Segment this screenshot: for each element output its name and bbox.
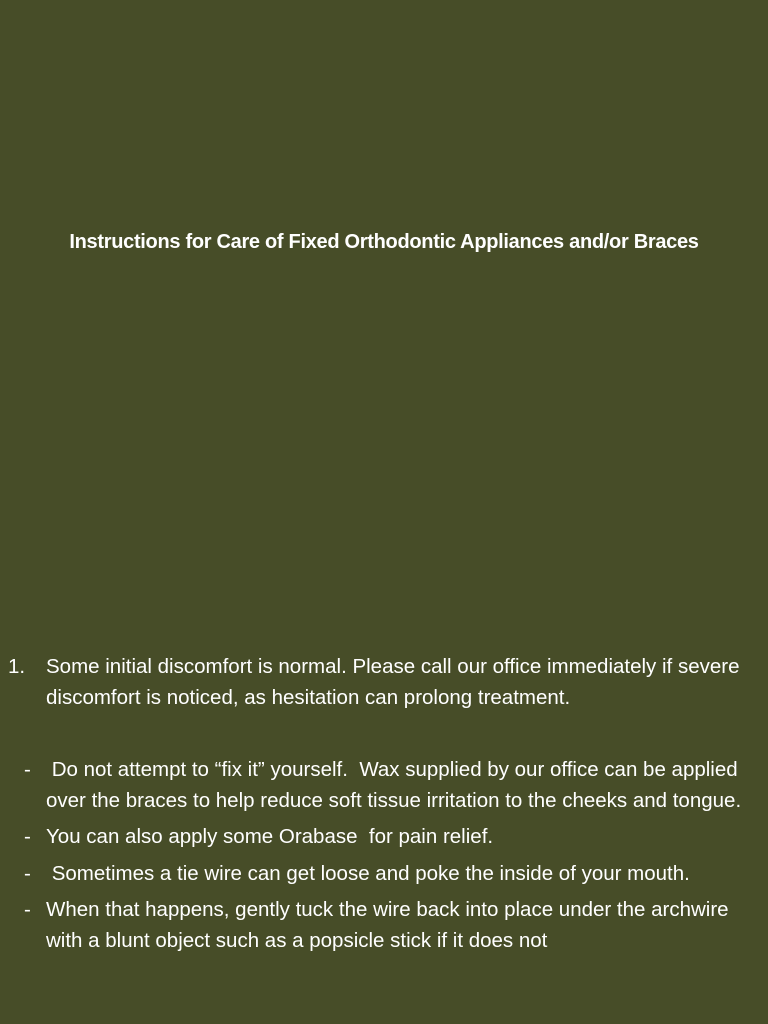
bullet-dash: - xyxy=(24,861,31,885)
bullet-text: You can also apply some Orabase for pain relief. xyxy=(46,825,494,848)
bullet-item-2 xyxy=(0,822,768,853)
document-title: Instructions for Care of Fixed Orthodontic Appliances and/or Braces xyxy=(69,231,699,253)
bullet-text: Do not attempt to “fix it” yourself. Wax supplied by our office can be applied over the braces to help reduce soft tissue irritation to the cheeks and tongue. xyxy=(46,758,744,812)
numbered-item-text: Some initial discomfort is normal. Please call our office immediately if severe discomfort is noticed, as hesitation can prolong treatment. xyxy=(46,655,740,709)
bullet-text: Sometimes a tie wire can get loose and poke the inside of your mouth. xyxy=(46,861,690,885)
numbered-item-1 xyxy=(0,652,768,713)
bullet-text: When that happens, gently tuck the wire back into place under the archwire with a blunt object such as a popsicle stick if it does not xyxy=(46,898,735,952)
list-number: 1. xyxy=(8,655,26,678)
bullet-dash: - xyxy=(24,825,31,848)
bullet-item-4 xyxy=(0,895,768,956)
bullet-dash: - xyxy=(24,898,31,921)
bullet-dash: - xyxy=(24,758,31,781)
bullet-item-3 xyxy=(0,859,768,890)
bullet-item-1 xyxy=(0,755,768,816)
bullet-list xyxy=(0,755,768,956)
instructions-body xyxy=(0,652,768,962)
